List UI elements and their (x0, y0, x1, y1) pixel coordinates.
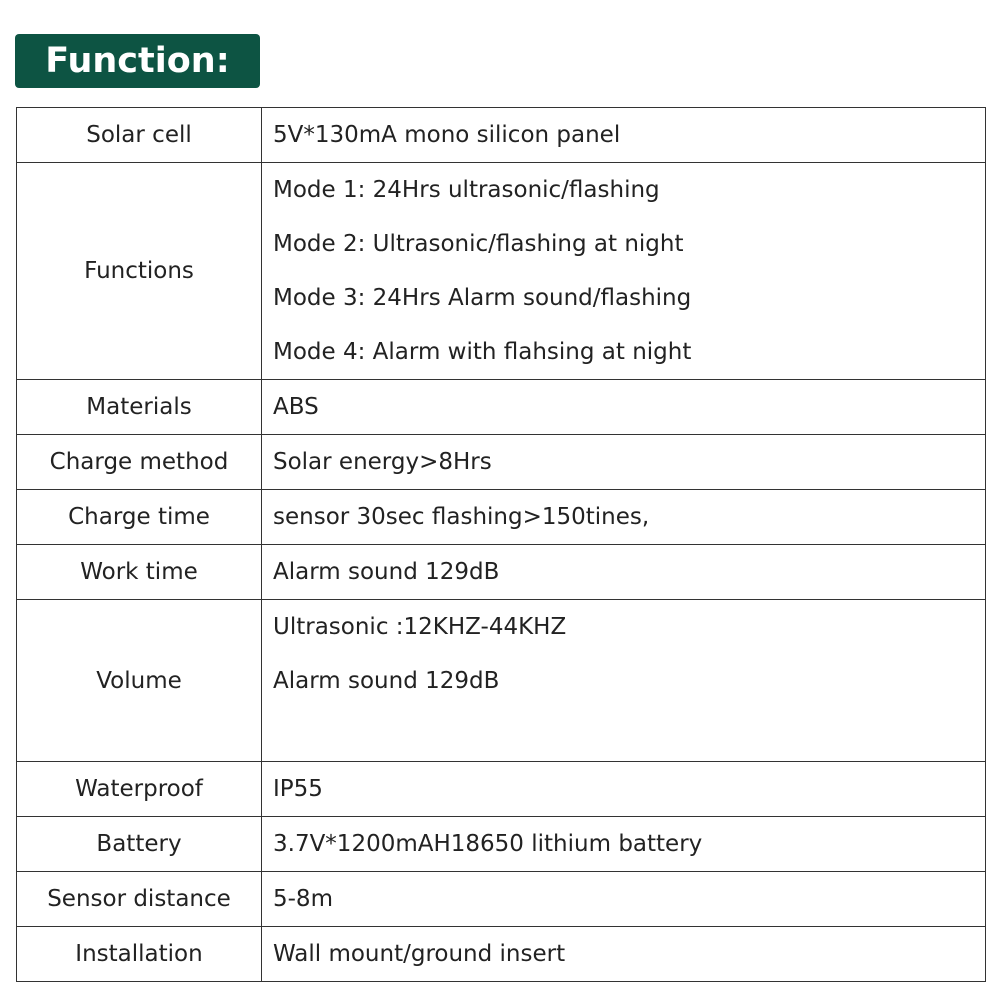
spec-row-functions (17, 163, 986, 380)
spec-value: 5-8m (273, 886, 333, 912)
spec-row-materials (17, 380, 986, 435)
spec-row-work-time (17, 545, 986, 600)
spec-table (16, 107, 986, 982)
spec-value: Mode 4: Alarm with flahsing at night (273, 339, 692, 365)
spec-value-cell (262, 600, 986, 762)
spec-value-cell (262, 163, 986, 380)
spec-value: Ultrasonic :12KHZ-44KHZ (273, 614, 567, 640)
spec-label: Sensor distance (17, 872, 262, 927)
spec-value-cell (262, 872, 986, 927)
spec-label: Volume (17, 600, 262, 762)
spec-label: Waterproof (17, 762, 262, 817)
spec-row-waterproof (17, 762, 986, 817)
spec-value: Alarm sound 129dB (273, 668, 500, 694)
spec-value-cell (262, 927, 986, 982)
function-heading: Function: (15, 34, 260, 88)
spec-label: Work time (17, 545, 262, 600)
spec-label: Installation (17, 927, 262, 982)
spec-value-cell (262, 762, 986, 817)
spec-value-cell (262, 545, 986, 600)
spec-value: ABS (273, 394, 319, 420)
spec-value: IP55 (273, 776, 323, 802)
spec-value: Mode 2: Ultrasonic/flashing at night (273, 231, 684, 257)
spec-label: Materials (17, 380, 262, 435)
spec-value: 3.7V*1200mAH18650 lithium battery (273, 831, 703, 857)
spec-label: Battery (17, 817, 262, 872)
spec-row-volume (17, 600, 986, 762)
spec-value-cell (262, 435, 986, 490)
spec-value: Solar energy>8Hrs (273, 449, 492, 475)
spec-value-cell (262, 108, 986, 163)
spec-value-cell (262, 490, 986, 545)
spec-value: sensor 30sec flashing>150tines, (273, 504, 650, 530)
spec-row-battery (17, 817, 986, 872)
spec-value: 5V*130mA mono silicon panel (273, 122, 621, 148)
spec-value: Wall mount/ground insert (273, 941, 566, 967)
spec-value-cell (262, 380, 986, 435)
spec-value: Alarm sound 129dB (273, 559, 500, 585)
spec-value: Mode 3: 24Hrs Alarm sound/flashing (273, 285, 692, 311)
spec-label: Charge method (17, 435, 262, 490)
spec-row-charge-time (17, 490, 986, 545)
spec-row-charge-method (17, 435, 986, 490)
spec-row-solar-cell (17, 108, 986, 163)
spec-value: Mode 1: 24Hrs ultrasonic/flashing (273, 177, 660, 203)
spec-row-sensor-distance (17, 872, 986, 927)
spec-label: Charge time (17, 490, 262, 545)
spec-value-cell (262, 817, 986, 872)
spec-label: Functions (17, 163, 262, 380)
spec-row-installation (17, 927, 986, 982)
spec-label: Solar cell (17, 108, 262, 163)
